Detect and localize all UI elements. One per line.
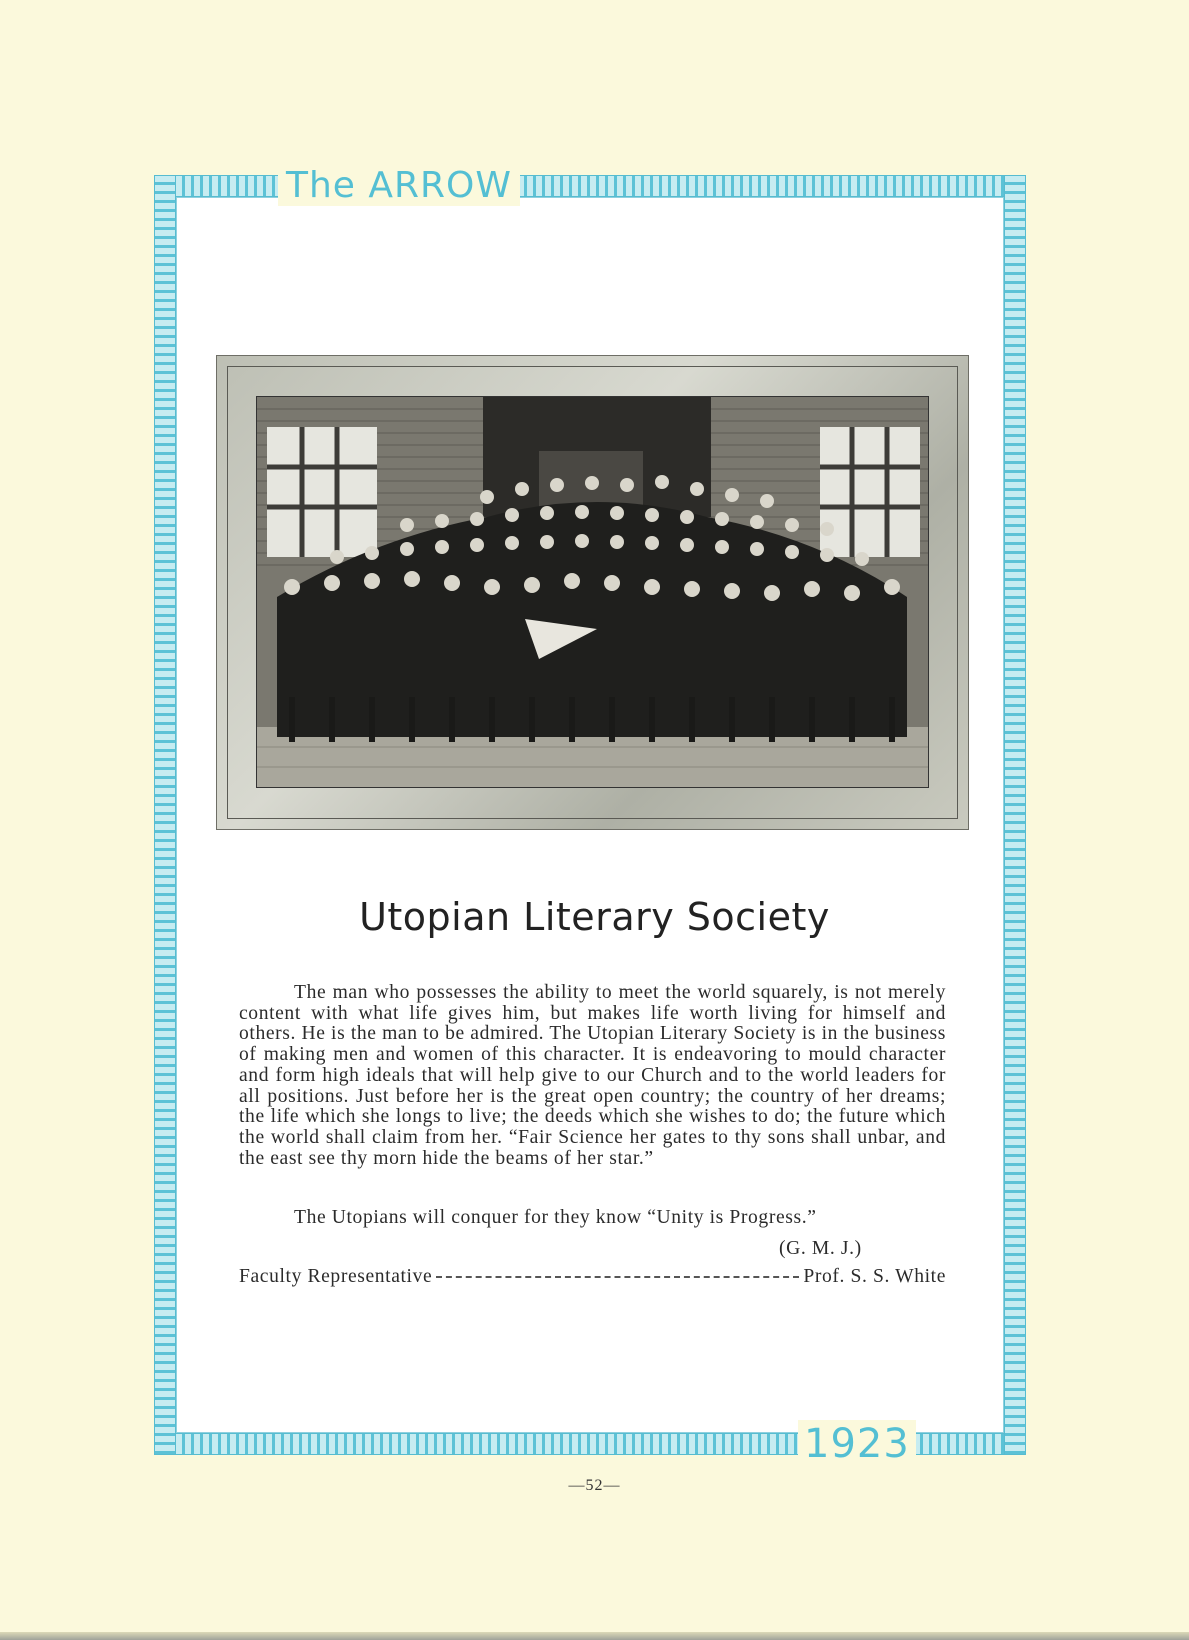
faculty-representative-line bbox=[239, 1266, 946, 1288]
dotted-leader bbox=[436, 1274, 799, 1278]
author-initials: (G. M. J.) bbox=[779, 1238, 862, 1259]
frame-border-left bbox=[154, 175, 176, 1455]
yearbook-year: 1923 bbox=[798, 1420, 916, 1468]
group-photo-image bbox=[257, 397, 929, 788]
yearbook-title: The ARROW bbox=[278, 166, 520, 206]
faculty-label: Faculty Representative bbox=[239, 1266, 433, 1287]
article-paragraph-2: The Utopians will conquer for they know “Unity is Progress.” bbox=[294, 1207, 817, 1228]
frame-border-right bbox=[1004, 175, 1026, 1455]
page-number: —52— bbox=[568, 1477, 621, 1494]
faculty-name: Prof. S. S. White bbox=[803, 1266, 946, 1287]
article-paragraph-1: The man who possesses the ability to meet the world squarely, is not merely content with what life gives him, but makes life worth living for himself and others. He is the man to be admired. The Utopian Literary Society is in the business of making men and women of this character. It is endeavoring to mould character and form high ideals that will help give to our Church and to the world leaders for all positions. Just before her is the great open country; the country of her dreams; the life which she longs to live; the deeds which she wishes to do; the future which the world shall claim from her. “Fair Science her gates to thy sons shall unbar, and the east see thy morn hide the beams of her star.” bbox=[239, 982, 946, 1169]
group-photo bbox=[256, 396, 929, 788]
article-heading: Utopian Literary Society bbox=[359, 895, 830, 939]
page-bottom-edge bbox=[0, 1632, 1189, 1640]
